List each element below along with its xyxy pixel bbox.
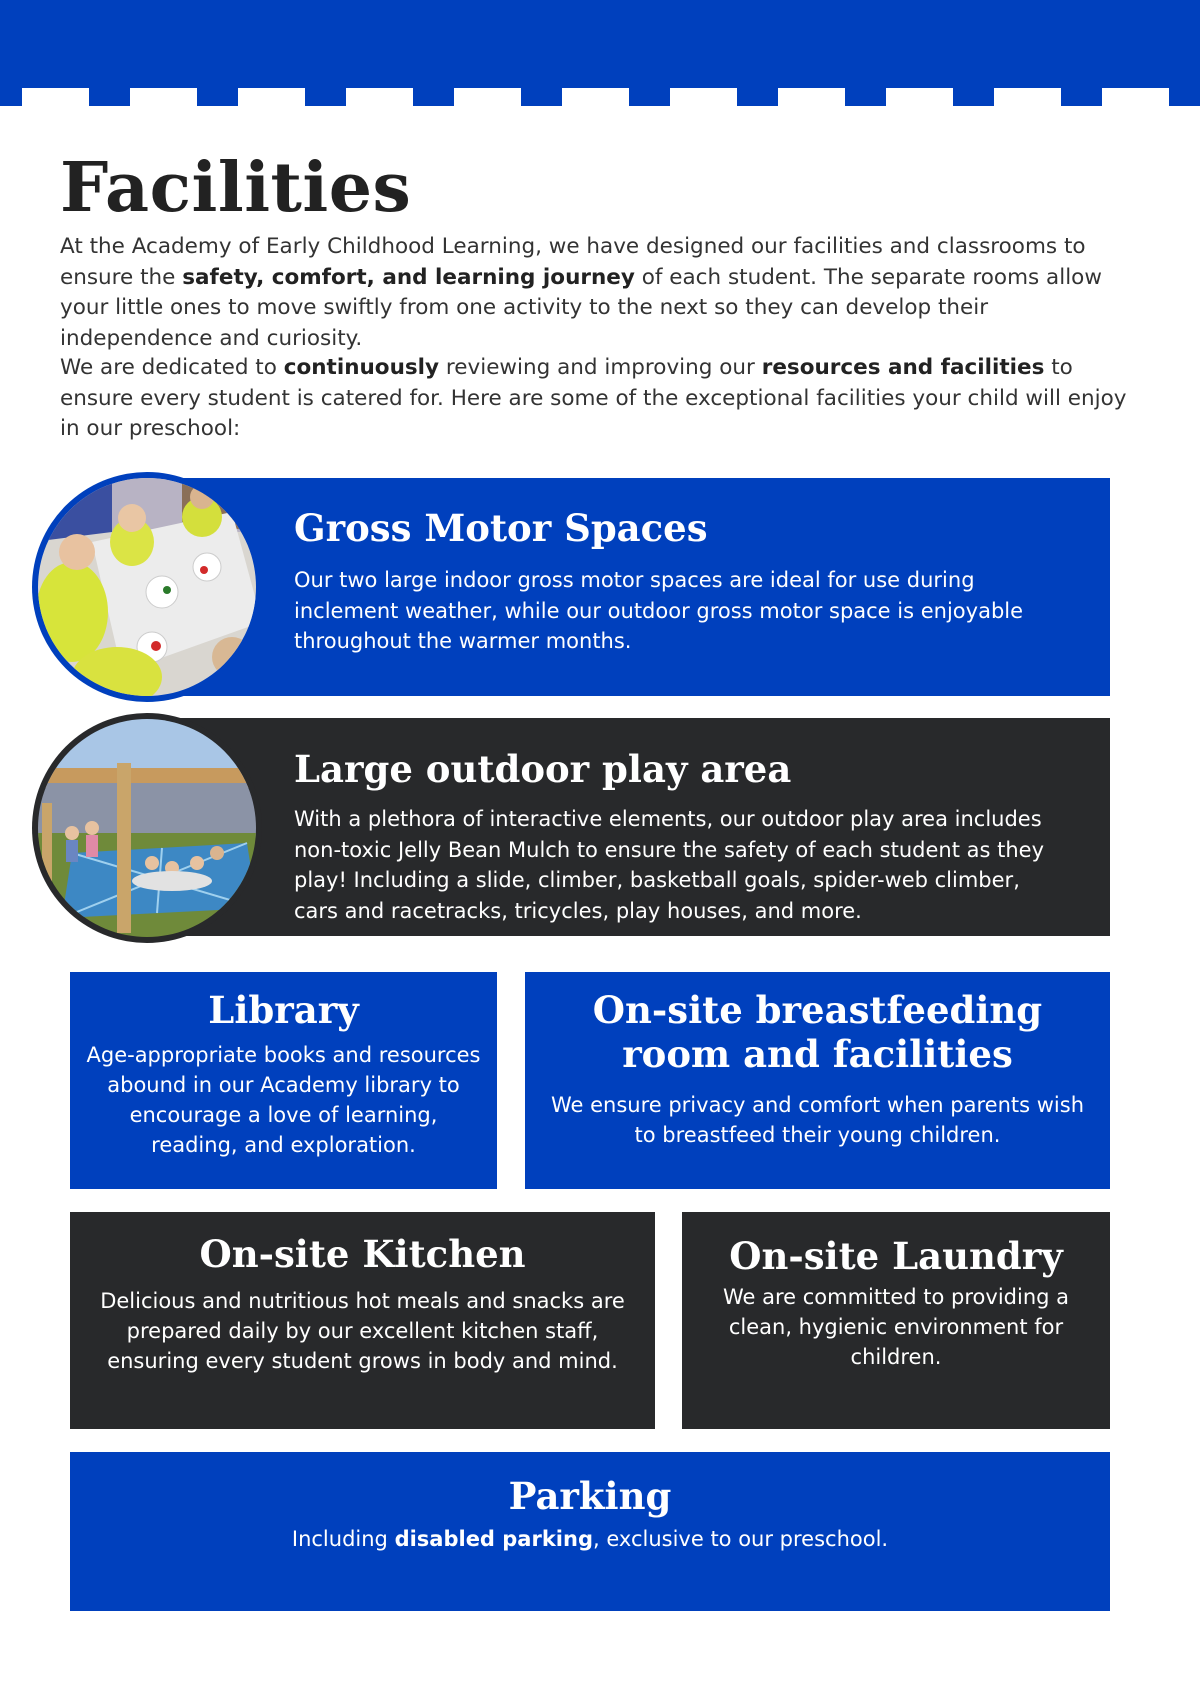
intro-1-text-before: At the Academy of Early Childhood Learning, we have designed our facilities and classrooms to ensure the [60,234,1086,290]
library-text: Age-appropriate books and resources abound in our Academy library to encourage a love of learning, reading, and exploration. [86,1043,481,1157]
kitchen-card [70,1212,655,1429]
breastfeeding-title-line-2: room and facilities [622,1032,1013,1076]
intro-2-bold-1: continuously [283,355,440,380]
outdoor-play-area-text: With a plethora of interactive elements, our outdoor play area includes non-toxic Jelly Bean Mulch to ensure the safety of each student as they play! Including a slide, climber, basketball goals, spider-web climber, cars and racetracks, tricycles, play houses, and more. [294,807,1044,923]
intro-paragraph-2 [60,353,1140,445]
intro-1-bold: safety, comfort, and learning journey [182,264,635,290]
page-title: Facilities [60,148,412,228]
breastfeeding-title-line-1: On-site breastfeeding [592,988,1043,1032]
intro-paragraph-1 [60,232,1140,354]
intro-1-text-after: of each student. The separate rooms allow your little ones to move swiftly from one activity to the next so they can develop their independence and curiosity. [60,264,1102,351]
library-card [70,972,497,1189]
outdoor-play-photo [32,713,262,943]
breastfeeding-card [525,972,1110,1189]
gross-motor-photo [32,472,262,702]
header-band [0,0,1200,106]
breastfeeding-title [545,988,1090,1076]
breastfeeding-text: We ensure privacy and comfort when parents wish to breastfeed their young children. [550,1093,1085,1147]
laundry-text: We are committed to providing a clean, hygienic environment for children. [722,1285,1070,1369]
parking-text-before: Including [291,1527,395,1551]
parking-title: Parking [508,1474,672,1518]
intro-2-bold-2: resources and facilities [761,355,1045,380]
parking-text [90,1524,1090,1554]
gross-motor-spaces-panel [160,478,1110,696]
intro-2-text-1: We are dedicated to [60,355,284,380]
gross-motor-spaces-title: Gross Motor Spaces [294,506,708,550]
intro-2-text-2: reviewing and improving our [439,355,762,380]
outdoor-play-area-panel [160,718,1110,936]
parking-text-bold: disabled parking [394,1527,593,1551]
kitchen-title: On-site Kitchen [199,1232,526,1276]
laundry-title: On-site Laundry [729,1234,1063,1278]
parking-text-after: , exclusive to our preschool. [593,1527,889,1551]
parking-card [70,1452,1110,1611]
outdoor-play-area-title: Large outdoor play area [294,747,792,791]
library-title: Library [208,988,359,1032]
gross-motor-spaces-text: Our two large indoor gross motor spaces are ideal for use during inclement weather, while our outdoor gross motor space is enjoyable throughout the warmer months. [294,568,1024,653]
intro-2-text-3: to ensure every student is catered for. Here are some of the exceptional facilities your child will enjoy in our preschool: [60,355,1127,441]
laundry-card [682,1212,1110,1429]
kitchen-text: Delicious and nutritious hot meals and snacks are prepared daily by our excellent kitchen staff, ensuring every student grows in body and mind. [100,1289,625,1373]
